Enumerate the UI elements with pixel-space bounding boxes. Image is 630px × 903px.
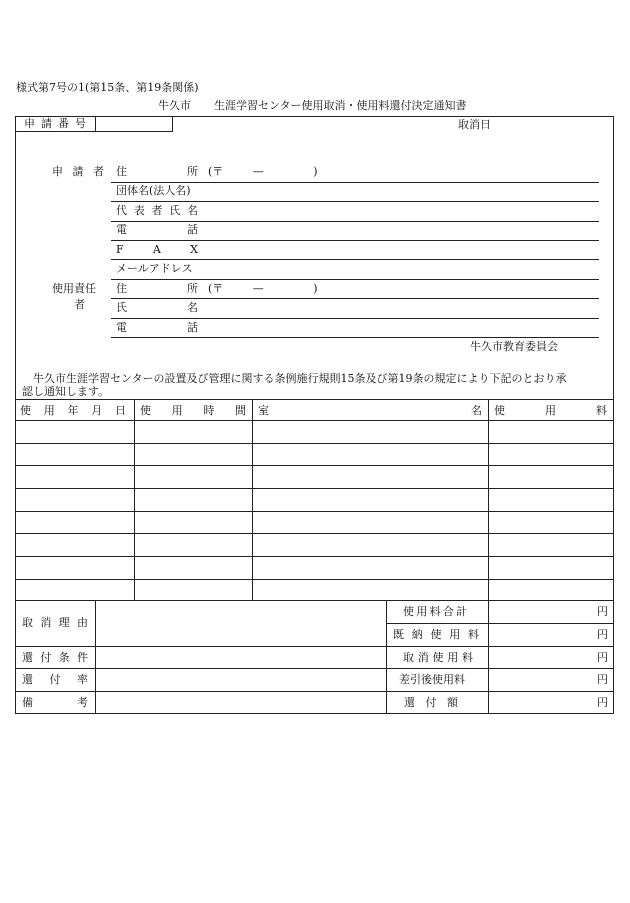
line-r-name <box>111 318 599 319</box>
app-no-field[interactable] <box>95 116 173 132</box>
net-fee-label: 差引後使用料 <box>399 673 465 686</box>
applicant-org-label: 団体名(法人名) <box>116 184 191 197</box>
line-addr <box>111 182 599 183</box>
responsible-label-2: 者 <box>74 298 85 311</box>
page-title: 生涯学習センター使用取消・使用料還付決定通知書 <box>214 99 467 112</box>
usage-row-line <box>15 443 614 444</box>
summary-col-3 <box>488 600 489 714</box>
summary-line <box>386 623 614 624</box>
yen-unit: 円 <box>597 628 608 641</box>
refund-rate-label: 還 付 率 <box>22 673 88 686</box>
summary-col-1 <box>95 600 96 714</box>
cancel-reason-label: 取 消 理 由 <box>22 616 88 629</box>
applicant-phone-label: 電 話 <box>116 223 198 236</box>
authority: 牛久市教育委員会 <box>470 340 558 353</box>
usage-header-room: 室 名 <box>258 404 482 417</box>
applicant-label: 申 請 者 <box>52 165 104 178</box>
summary-line <box>15 646 614 647</box>
form-id: 様式第7号の1(第15条、第19条関係) <box>16 81 199 94</box>
app-no-label: 申 請 番 号 <box>24 117 86 130</box>
applicant-postal: (〒 — ) <box>208 165 318 178</box>
responsible-address-label: 住 所 <box>116 282 198 295</box>
usage-header-time: 使 用 時 間 <box>140 404 246 417</box>
usage-row-line <box>15 420 614 421</box>
yen-unit: 円 <box>597 673 608 686</box>
refund-terms-label: 還 付 条 件 <box>22 651 88 664</box>
yen-unit: 円 <box>597 651 608 664</box>
paid-fee-label: 既 納 使 用 料 <box>393 628 479 641</box>
responsible-phone-label: 電 話 <box>116 321 198 334</box>
usage-header-fee: 使 用 料 <box>494 404 607 417</box>
applicant-rep-label: 代 表 者 氏 名 <box>116 204 198 217</box>
line-rep <box>111 221 599 222</box>
fee-total-label: 使 用 料 合 計 <box>403 605 467 618</box>
summary-col-2 <box>386 600 387 714</box>
usage-row-line <box>15 488 614 489</box>
summary-line <box>15 668 614 669</box>
line-phone <box>111 240 599 241</box>
usage-row-line <box>15 533 614 534</box>
refund-amount-label: 還 付 額 <box>404 696 458 709</box>
line-r-addr <box>111 298 599 299</box>
applicant-address-label: 住 所 <box>116 165 198 178</box>
cancel-date-label: 取消日 <box>458 118 491 131</box>
applicant-fax-label: F A X <box>116 243 198 256</box>
usage-row-line <box>15 579 614 580</box>
usage-row-line <box>15 465 614 466</box>
usage-table <box>15 399 614 601</box>
summary-line <box>15 691 614 692</box>
line-email <box>111 279 599 280</box>
line-fax <box>111 259 599 260</box>
usage-col-1 <box>134 399 135 601</box>
usage-row-line <box>15 556 614 557</box>
usage-row-line <box>15 511 614 512</box>
applicant-email-label: メールアドレス <box>116 262 193 275</box>
body-text-2: 認し通知します。 <box>22 385 110 398</box>
cancel-fee-label: 取 消 使 用 料 <box>403 651 473 664</box>
responsible-label-1: 使用責任 <box>52 282 96 295</box>
responsible-name-label: 氏 名 <box>116 301 198 314</box>
summary-table <box>15 600 614 714</box>
remarks-label: 備 考 <box>22 696 88 709</box>
usage-col-3 <box>488 399 489 601</box>
usage-col-2 <box>252 399 253 601</box>
title-city: 牛久市 <box>158 99 191 112</box>
responsible-postal: (〒 — ) <box>208 282 318 295</box>
line-r-phone <box>111 337 599 338</box>
body-text-1: 牛久市生涯学習センターの設置及び管理に関する条例施行規則15条及び第19条の規定により下記のとおり承 <box>33 372 567 385</box>
yen-unit: 円 <box>597 696 608 709</box>
yen-unit: 円 <box>597 605 608 618</box>
usage-header-date: 使 用 年 月 日 <box>20 404 126 417</box>
applicant-section <box>15 116 614 400</box>
line-org <box>111 201 599 202</box>
